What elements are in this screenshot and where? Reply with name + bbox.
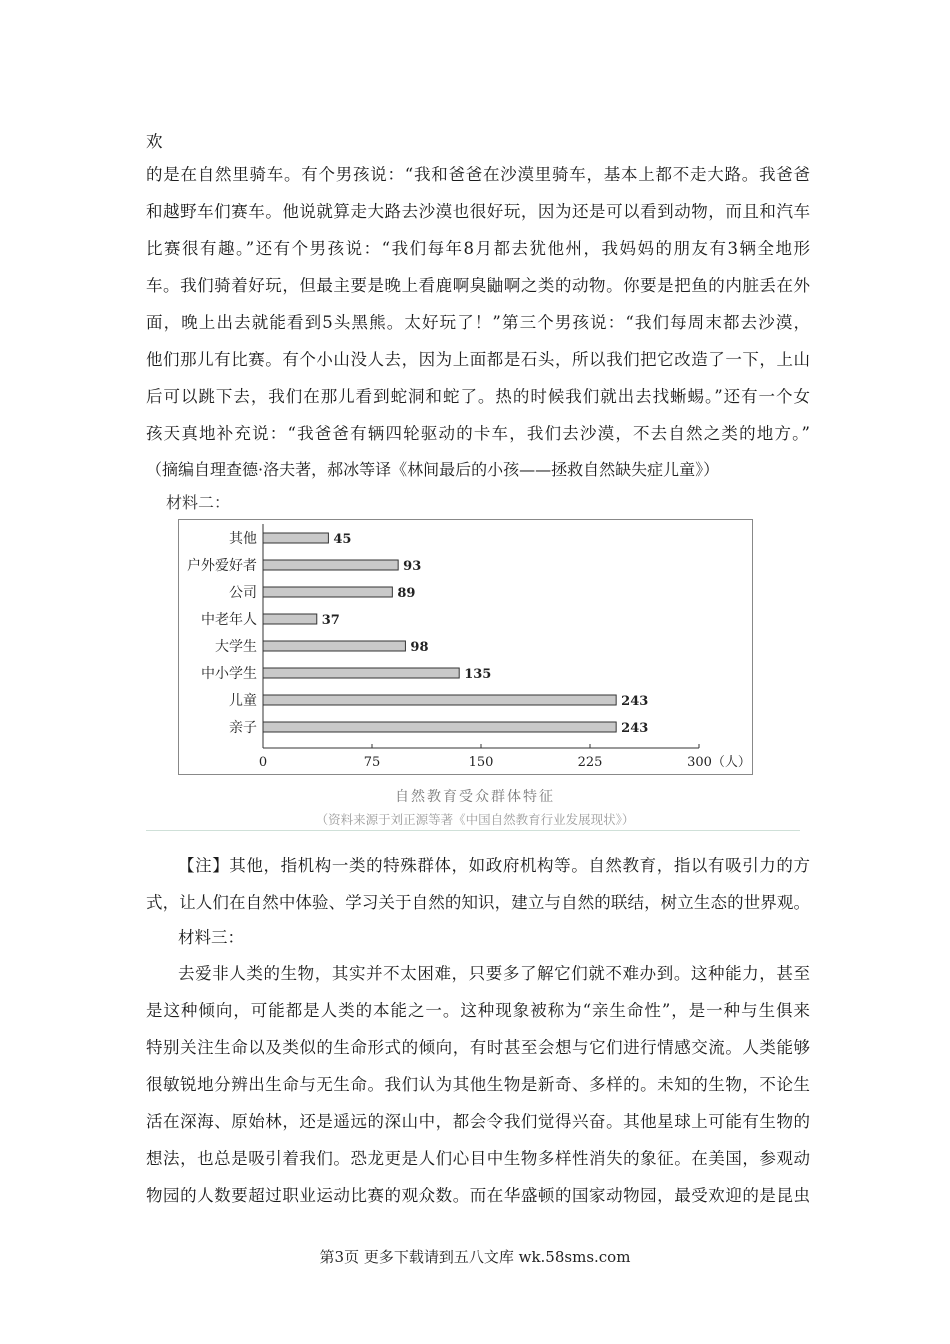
passage1-line-3: 和越野车们赛车。他说就算走大路去沙漠也很好玩，因为还是可以看到动物，而且和汽车 bbox=[146, 202, 810, 221]
category-label: 公司 bbox=[229, 585, 257, 601]
value-label: 243 bbox=[621, 694, 649, 709]
category-label: 中小学生 bbox=[201, 666, 257, 682]
passage3-line-3: 特别关注生命以及类似的生命形式的倾向，有时甚至会想与它们进行情感交流。人类能够 bbox=[146, 1038, 810, 1057]
material2-label: 材料二： bbox=[166, 493, 231, 512]
category-label: 儿童 bbox=[229, 693, 257, 709]
value-label: 93 bbox=[403, 559, 422, 574]
passage1-line-5: 车。我们骑着好玩，但最主要是晚上看鹿啊臭鼬啊之类的动物。你要是把鱼的内脏丢在外 bbox=[146, 276, 810, 295]
passage3-line-7: 物园的人数要超过职业运动比赛的观众数。而在华盛顿的国家动物园，最受欢迎的是昆虫 bbox=[146, 1186, 810, 1205]
value-label: 45 bbox=[333, 532, 352, 547]
bar-chart bbox=[179, 520, 754, 776]
chart-source: （资料来源于刘正源等著《中国自然教育行业发展现状》） bbox=[315, 812, 635, 827]
bar bbox=[263, 614, 317, 624]
bar bbox=[263, 695, 616, 705]
value-label: 135 bbox=[464, 667, 492, 682]
category-label: 大学生 bbox=[215, 639, 257, 655]
value-label: 89 bbox=[397, 586, 416, 601]
bar bbox=[263, 668, 459, 678]
passage3-line-1: 去爱非人类的生物，其实并不太困难，只要多了解它们就不难办到。这种能力，甚至 bbox=[178, 964, 810, 983]
x-tick-label: 150 bbox=[468, 755, 494, 770]
passage3-line-4: 很敏锐地分辨出生命与无生命。我们认为其他生物是新奇、多样的。未知的生物，不论生 bbox=[146, 1075, 810, 1094]
value-label: 243 bbox=[621, 721, 649, 736]
bar bbox=[263, 560, 398, 570]
bar bbox=[263, 587, 392, 597]
x-tick-label: 225 bbox=[577, 755, 603, 770]
passage1-line-6: 面，晚上出去就能看到5头黑熊。太好玩了！”第三个男孩说：“我们每周末都去沙漠， bbox=[146, 313, 810, 332]
category-label: 中老年人 bbox=[201, 612, 257, 628]
chart-frame bbox=[178, 519, 753, 775]
passage1-line-4: 比赛很有趣。”还有个男孩说：“我们每年8月都去犹他州，我妈妈的朋友有3辆全地形 bbox=[146, 239, 810, 258]
page-footer: 第3页 更多下载请到五八文库 wk.58sms.com bbox=[319, 1248, 631, 1266]
category-label: 亲子 bbox=[229, 720, 257, 736]
passage3-line-2: 是这种倾向，可能都是人类的本能之一。这种现象被称为“亲生命性”，是一种与生俱来 bbox=[146, 1001, 810, 1020]
value-label: 98 bbox=[410, 640, 429, 655]
x-tick-label: 300（人） bbox=[687, 755, 751, 770]
category-label: 户外爱好者 bbox=[187, 558, 257, 574]
material3-label: 材料三： bbox=[178, 928, 244, 947]
passage1-line-9: 孩天真地补充说：“我爸爸有辆四轮驱动的卡车，我们去沙漠，不去自然之类的地方。” bbox=[146, 424, 810, 443]
passage1-line-8: 后可以跳下去，我们在那儿看到蛇洞和蛇了。热的时候我们就出去找蜥蜴。”还有一个女 bbox=[146, 387, 810, 406]
chart-title: 自然教育受众群体特征 bbox=[395, 789, 555, 805]
divider bbox=[146, 830, 800, 831]
category-label: 其他 bbox=[229, 531, 257, 547]
value-label: 37 bbox=[321, 613, 340, 628]
passage1-line-1: 欢 bbox=[146, 132, 163, 151]
bar bbox=[263, 722, 616, 732]
passage1-line-7: 他们那儿有比赛。有个小山没人去，因为上面都是石头，所以我们把它改造了一下，上山 bbox=[146, 350, 810, 369]
passage1-source: （摘编自理查德·洛夫著，郝冰等译《林间最后的小孩——拯救自然缺失症儿童》） bbox=[146, 460, 720, 479]
passage3-line-5: 活在深海、原始林，还是遥远的深山中，都会令我们觉得兴奋。其他星球上可能有生物的 bbox=[146, 1112, 810, 1131]
passage3-line-6: 想法，也总是吸引着我们。恐龙更是人们心目中生物多样性消失的象征。在美国，参观动 bbox=[146, 1149, 810, 1168]
passage1-line-2: 的是在自然里骑车。有个男孩说：“我和爸爸在沙漠里骑车，基本上都不走大路。我爸爸 bbox=[146, 165, 810, 184]
note-line-2: 式，让人们在自然中体验、学习关于自然的知识，建立与自然的联结，树立生态的世界观。 bbox=[146, 893, 810, 912]
bar bbox=[263, 533, 328, 543]
x-tick-label: 0 bbox=[258, 755, 268, 770]
note-line-1: 【注】其他，指机构一类的特殊群体，如政府机构等。自然教育，指以有吸引力的方 bbox=[178, 856, 810, 875]
x-tick-label: 75 bbox=[363, 755, 381, 770]
bar bbox=[263, 641, 405, 651]
